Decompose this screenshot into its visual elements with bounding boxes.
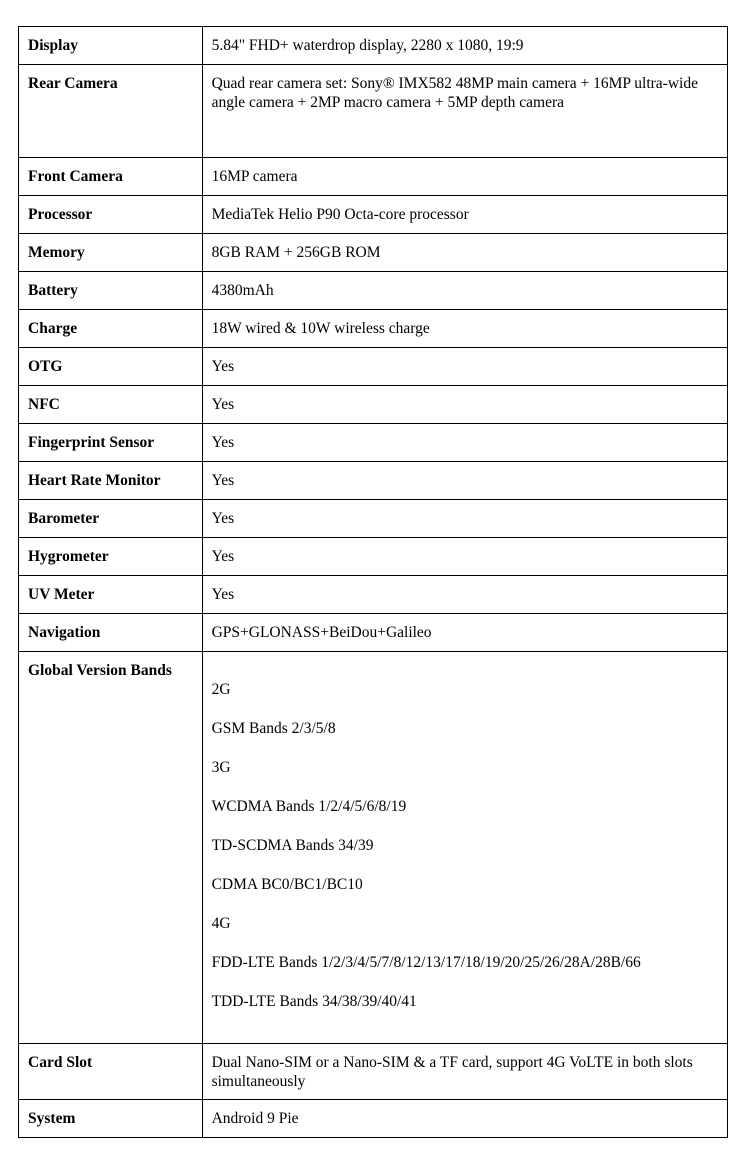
- spec-row-front-camera: [19, 158, 728, 196]
- band-item: GSM Bands 2/3/5/8: [211, 720, 336, 737]
- band-item: CDMA BC0/BC1/BC10: [211, 876, 363, 893]
- spec-value: 18W wired & 10W wireless charge: [202, 310, 727, 348]
- spec-value: Yes: [202, 348, 727, 386]
- spec-label: Memory: [19, 234, 203, 272]
- band-list: [212, 680, 718, 1011]
- spec-row-fingerprint: [19, 424, 728, 462]
- spec-row-hygrometer: [19, 538, 728, 576]
- spec-row-barometer: [19, 500, 728, 538]
- spec-value: Yes: [202, 576, 727, 614]
- spec-label: Card Slot: [19, 1044, 203, 1100]
- spec-value: Yes: [202, 424, 727, 462]
- spec-label: Rear Camera: [19, 65, 203, 158]
- spec-row-heart-rate: [19, 462, 728, 500]
- spec-label: Barometer: [19, 500, 203, 538]
- spec-label: Fingerprint Sensor: [19, 424, 203, 462]
- spec-label: Global Version Bands: [19, 652, 203, 1044]
- spec-label: System: [19, 1100, 203, 1138]
- spec-value: Yes: [202, 462, 727, 500]
- spec-value: 5.84" FHD+ waterdrop display, 2280 x 1080, 19:9: [202, 27, 727, 65]
- spec-value: 8GB RAM + 256GB ROM: [202, 234, 727, 272]
- spec-row-card-slot: [19, 1044, 728, 1100]
- spec-value: 16MP camera: [202, 158, 727, 196]
- spec-label: Navigation: [19, 614, 203, 652]
- spec-row-otg: [19, 348, 728, 386]
- spec-value: Dual Nano-SIM or a Nano-SIM & a TF card, support 4G VoLTE in both slots simultaneously: [202, 1044, 727, 1100]
- spec-value: 4380mAh: [202, 272, 727, 310]
- band-item: 2G: [211, 681, 231, 698]
- spec-row-system: [19, 1100, 728, 1138]
- spec-table: [18, 26, 728, 1138]
- spec-label: Processor: [19, 196, 203, 234]
- band-item: 3G: [211, 759, 231, 776]
- spec-label: OTG: [19, 348, 203, 386]
- spec-value: Android 9 Pie: [202, 1100, 727, 1138]
- spec-row-processor: [19, 196, 728, 234]
- band-item: TDD-LTE Bands 34/38/39/40/41: [211, 993, 417, 1010]
- spec-label: UV Meter: [19, 576, 203, 614]
- spec-row-navigation: [19, 614, 728, 652]
- spec-row-nfc: [19, 386, 728, 424]
- spec-label: Battery: [19, 272, 203, 310]
- spec-row-charge: [19, 310, 728, 348]
- spec-label: Heart Rate Monitor: [19, 462, 203, 500]
- spec-label: Charge: [19, 310, 203, 348]
- spec-label: Front Camera: [19, 158, 203, 196]
- spec-row-memory: [19, 234, 728, 272]
- spec-label: Hygrometer: [19, 538, 203, 576]
- spec-value: Quad rear camera set: Sony® IMX582 48MP main camera + 16MP ultra-wide angle camera + 2MP macro camera + 5MP depth camera: [202, 65, 727, 158]
- band-item: 4G: [211, 915, 231, 932]
- spec-value: Yes: [202, 386, 727, 424]
- spec-value: Yes: [202, 500, 727, 538]
- spec-row-uv-meter: [19, 576, 728, 614]
- spec-value: MediaTek Helio P90 Octa-core processor: [202, 196, 727, 234]
- spec-label: Display: [19, 27, 203, 65]
- band-item: WCDMA Bands 1/2/4/5/6/8/19: [211, 798, 407, 815]
- spec-row-display: [19, 27, 728, 65]
- spec-row-bands: [19, 652, 728, 1044]
- band-item: FDD-LTE Bands 1/2/3/4/5/7/8/12/13/17/18/19/20/25/26/28A/28B/66: [211, 954, 641, 971]
- band-item: TD-SCDMA Bands 34/39: [211, 837, 374, 854]
- spec-value: Yes: [202, 538, 727, 576]
- spec-label: NFC: [19, 386, 203, 424]
- spec-row-rear-camera: [19, 65, 728, 158]
- spec-value-bands: [202, 652, 727, 1044]
- spec-value: GPS+GLONASS+BeiDou+Galileo: [202, 614, 727, 652]
- spec-row-battery: [19, 272, 728, 310]
